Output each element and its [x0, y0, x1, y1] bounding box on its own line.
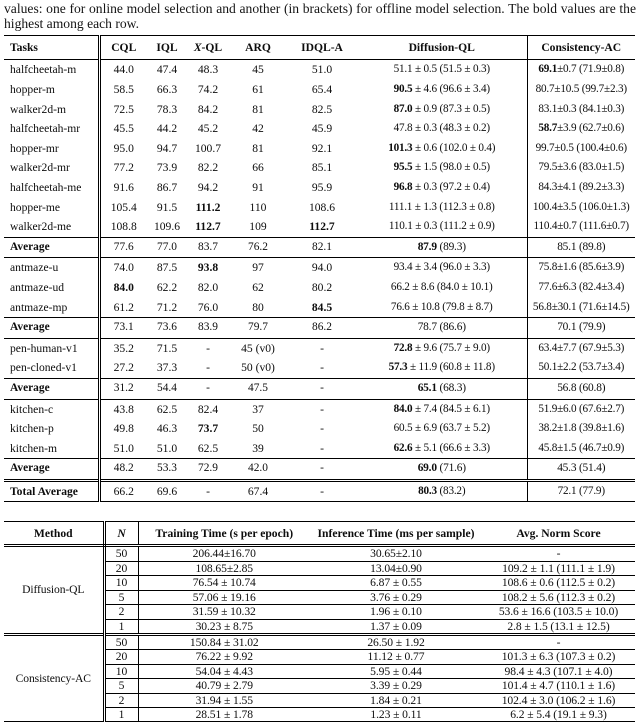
table-cell: 82.5: [311, 102, 333, 116]
table-cell: 57.3 ± 11.9 (60.8 ± 11.8): [357, 358, 527, 378]
table-cell: -: [187, 378, 229, 399]
table-cell: 1: [104, 707, 138, 721]
table-cell: 65.1 (68.3): [357, 378, 527, 399]
table-cell: 93.4 ± 3.4 (96.0 ± 3.3): [357, 258, 527, 278]
row-label: hopper-me: [4, 198, 99, 218]
table-cell: -: [187, 480, 229, 502]
table-cell: 2.8 ± 1.5 (13.1 ± 12.5): [482, 619, 635, 634]
table-cell: 62.2: [156, 280, 178, 294]
table-cell: 27.2: [113, 361, 134, 375]
method-label: Diffusion-QL: [4, 546, 104, 634]
table-cell: 101.4 ± 4.7 (110.1 ± 1.6): [482, 679, 635, 693]
row-label: antmaze-ud: [4, 278, 99, 298]
table-cell: 60.5 ± 6.9 (63.7 ± 5.2): [357, 419, 527, 439]
table-cell: 1.23 ± 0.11: [310, 707, 482, 721]
table-row: [4, 158, 635, 178]
table-cell: 94.2: [197, 180, 219, 194]
table-cell: 77.6: [99, 237, 147, 258]
table-cell: 47.4: [156, 63, 178, 77]
table-cell: -: [320, 402, 324, 416]
table-cell: 46.3: [156, 422, 178, 436]
table-cell: 50: [252, 422, 264, 436]
table-cell: 51.0: [113, 441, 134, 455]
table-cell: 51.9±6.0 (67.6±2.7): [538, 402, 625, 415]
column-header: IDQL-A: [287, 36, 357, 60]
table-cell: 38.2±1.8 (39.8±1.6): [538, 422, 625, 435]
table-cell: 87.5: [156, 261, 178, 275]
table-cell: 78.7 (86.6): [357, 318, 527, 339]
table-cell: 69.1±0.7 (71.9±0.8): [538, 63, 625, 76]
table-row: [4, 459, 635, 481]
table-cell: 71.5: [156, 341, 178, 355]
table-cell: 1: [104, 619, 138, 634]
table-cell: 31.59 ± 10.32: [138, 605, 310, 619]
table-row: [4, 318, 635, 339]
table-cell: 44.0: [113, 63, 134, 77]
row-label: kitchen-c: [4, 399, 99, 419]
table-row: [4, 119, 635, 139]
table-cell: -: [320, 361, 324, 375]
table-cell: 1.96 ± 0.10: [310, 605, 482, 619]
table-cell: -: [206, 361, 210, 375]
table-cell: 206.44±16.70: [192, 547, 256, 561]
table-cell: 80.7±10.5 (99.7±2.3): [535, 83, 627, 95]
table-cell: 11.12 ± 0.77: [310, 650, 482, 664]
table-cell: 70.1 (79.9): [527, 318, 635, 339]
table-cell: 51.0: [156, 441, 178, 455]
table-cell: 101.3 ± 0.6 (102.0 ± 0.4): [357, 139, 527, 159]
table-cell: 42: [252, 122, 264, 136]
table-cell: -: [556, 547, 561, 561]
table-cell: 87.9 (89.3): [357, 237, 527, 258]
table-cell: 5: [104, 590, 138, 604]
column-header: ARQ: [229, 36, 287, 60]
table-cell: 110.1 ± 0.3 (111.2 ± 0.9): [357, 217, 527, 237]
table-cell: 62: [252, 280, 264, 294]
table-cell: 82.0: [197, 280, 219, 294]
table-cell: 56.8±30.1 (71.6±14.5): [532, 300, 630, 313]
table-cell: 50: [104, 546, 138, 561]
table-row: [4, 399, 635, 419]
table-cell: 91.5: [156, 200, 178, 214]
table-cell: -: [482, 634, 635, 649]
table-cell: 73.9: [156, 161, 178, 175]
table-cell: 42.0: [229, 459, 287, 481]
table-cell: 77.0: [147, 237, 187, 258]
table-cell: 102.4 ± 3.0 (106.2 ± 1.6): [482, 693, 635, 707]
results-header-row: [4, 36, 635, 60]
table-cell: 37: [252, 402, 264, 416]
table-cell: 62.6 ± 5.1 (66.6 ± 3.3): [357, 439, 527, 459]
table-cell: 39: [252, 441, 264, 455]
row-label: Average: [4, 318, 99, 339]
row-label: halfcheetah-mr: [4, 119, 99, 139]
table-cell: 10: [104, 576, 138, 590]
table-cell: 112.7: [309, 220, 335, 234]
table-cell: 94.7: [156, 141, 178, 155]
table-cell: 6.87 ± 0.55: [310, 576, 482, 590]
table-cell: 61.2: [113, 300, 134, 314]
table-row: [4, 419, 635, 439]
table-cell: 35.2: [113, 341, 134, 355]
table-cell: 49.8: [113, 422, 134, 436]
table-cell: 96.8 ± 0.3 (97.2 ± 0.4): [357, 178, 527, 198]
table-row: [4, 139, 635, 159]
table-cell: 69.0 (71.6): [357, 459, 527, 481]
table-cell: 50: [104, 634, 138, 649]
table-cell: 45.9: [311, 122, 333, 136]
table-cell: 80.2: [311, 280, 333, 294]
table-cell: 84.3±4.1 (89.2±3.3): [538, 180, 625, 193]
table-row: [4, 378, 635, 399]
table-cell: 80.3 (83.2): [357, 480, 527, 502]
table-row: [4, 237, 635, 258]
table-cell: -: [206, 341, 210, 355]
column-header: IQL: [147, 36, 187, 60]
table-cell: -: [287, 480, 357, 502]
column-header: Inference Time (ms per sample): [310, 522, 482, 546]
table-cell: 76.0: [197, 300, 219, 314]
table-cell: 63.4±7.7 (67.9±5.3): [538, 341, 625, 354]
row-label: halfcheetah-m: [4, 60, 99, 80]
table-cell: 109.2 ± 1.1 (111.1 ± 1.9): [482, 561, 635, 575]
table-cell: -: [320, 441, 324, 455]
table-cell: -: [320, 341, 324, 355]
table-cell: 48.2: [99, 459, 147, 481]
column-header: Method: [4, 522, 104, 546]
table-cell: 95.5 ± 1.5 (98.0 ± 0.5): [357, 158, 527, 178]
table-cell: 78.3: [156, 102, 178, 116]
table-row: [4, 80, 635, 100]
table-cell: 79.7: [229, 318, 287, 339]
table-cell: 72.9: [187, 459, 229, 481]
table-cell: 45.2: [197, 122, 219, 136]
table-cell: 56.8 (60.8): [527, 378, 635, 399]
table-row: [4, 178, 635, 198]
table-cell: 6.2 ± 5.4 (19.1 ± 9.3): [482, 707, 635, 721]
table-cell: 83.7: [187, 237, 229, 258]
table-cell: 72.5: [113, 102, 134, 116]
table-cell: 111.1 ± 1.3 (112.3 ± 0.8): [357, 198, 527, 218]
table-cell: 28.51 ± 1.78: [138, 707, 310, 721]
table-row: [4, 198, 635, 218]
table-cell: 2: [104, 605, 138, 619]
column-header: Tasks: [4, 36, 99, 60]
table-cell: 72.1 (77.9): [527, 480, 635, 502]
table-cell: 98.4 ± 4.3 (107.1 ± 4.0): [482, 664, 635, 678]
table-cell: 65.4: [311, 83, 333, 96]
table-cell: 1.84 ± 0.21: [310, 693, 482, 707]
table-cell: 45.3 (51.4): [527, 459, 635, 481]
table-cell: 47.5: [229, 378, 287, 399]
table-cell: 5.95 ± 0.44: [310, 664, 482, 678]
method-label: Consistency-AC: [4, 634, 104, 721]
table-cell: 54.4: [147, 378, 187, 399]
table-cell: 53.6 ± 16.6 (103.5 ± 10.0): [482, 605, 635, 619]
table-cell: 66.2: [99, 480, 147, 502]
timing-header-row: [4, 522, 635, 546]
table-cell: 91: [252, 180, 264, 194]
table-cell: 74.2: [197, 83, 219, 96]
column-header: Diffusion-QL: [357, 36, 527, 60]
table-cell: 58.7±3.9 (62.7±0.6): [538, 122, 625, 135]
table-cell: 87.0 ± 0.9 (87.3 ± 0.5): [357, 100, 527, 120]
table-cell: 94.0: [311, 261, 333, 275]
table-cell: 48.3: [197, 63, 219, 77]
table-row: [4, 258, 635, 278]
table-cell: 99.7±0.5 (100.4±0.6): [535, 141, 627, 154]
table-cell: 77.2: [113, 161, 134, 175]
table-cell: 75.8±1.6 (85.6±3.9): [538, 261, 625, 274]
table-cell: 83.9: [187, 318, 229, 339]
table-cell: 69.6: [147, 480, 187, 502]
table-row: [4, 480, 635, 502]
table-cell: 43.8: [113, 402, 134, 416]
table-cell: 108.8: [110, 220, 137, 234]
table-cell: 109: [249, 220, 267, 234]
table-cell: 20: [104, 561, 138, 575]
table-cell: 45.5: [113, 122, 134, 136]
table-cell: 30.23 ± 8.75: [138, 619, 310, 634]
row-label: Average: [4, 237, 99, 258]
table-cell: 76.22 ± 9.92: [138, 650, 310, 664]
row-label: walker2d-m: [4, 100, 99, 120]
table-cell: 13.04±0.90: [310, 561, 482, 575]
table-cell: 57.06 ± 19.16: [138, 590, 310, 604]
table-cell: 45: [252, 63, 264, 77]
row-label: Total Average: [4, 480, 99, 502]
table-cell: 84.2: [197, 102, 219, 116]
table-cell: 97: [252, 261, 264, 275]
table-cell: -: [287, 459, 357, 481]
table-cell: 84.0: [113, 280, 134, 294]
table-cell: 61: [252, 83, 264, 96]
table-cell: 100.4±3.5 (106.0±1.3): [532, 200, 630, 213]
table-cell: 45 (v0): [241, 341, 275, 355]
table-cell: 66.3: [156, 83, 178, 96]
table-cell: 86.2: [287, 318, 357, 339]
table-cell: 110: [249, 200, 267, 214]
table-cell: 91.6: [113, 180, 134, 194]
table-cell: 3.39 ± 0.29: [310, 679, 482, 693]
table-cell: 92.1: [311, 141, 333, 155]
table-row: [4, 217, 635, 237]
column-header: CQL: [99, 36, 147, 60]
table-cell: 20: [104, 650, 138, 664]
table-cell: 30.65±2.10: [370, 547, 422, 561]
table-cell: 71.2: [156, 300, 178, 314]
table-row: [4, 100, 635, 120]
table-cell: 76.6 ± 10.8 (79.8 ± 8.7): [357, 298, 527, 318]
table-cell: 31.2: [99, 378, 147, 399]
table-cell: 73.1: [99, 318, 147, 339]
table-cell: 31.94 ± 1.55: [138, 693, 310, 707]
table-cell: 80: [252, 300, 264, 314]
table-cell: 105.4: [110, 200, 137, 214]
table-cell: 58.5: [113, 83, 134, 96]
table-row: [4, 358, 635, 378]
table-cell: 110.4±0.7 (111.6±0.7): [533, 220, 629, 233]
table-cell: 51.1 ± 0.5 (51.5 ± 0.3): [357, 60, 527, 80]
table-cell: 77.6±6.3 (82.4±3.4): [538, 280, 625, 293]
table-cell: 95.0: [113, 141, 134, 155]
table-cell: 85.1 (89.8): [527, 237, 635, 258]
table-cell: 45.8±1.5 (46.7±0.9): [538, 441, 625, 454]
table-cell: 95.9: [311, 180, 333, 194]
table-row: [4, 338, 635, 358]
table-cell: 79.5±3.6 (83.0±1.5): [538, 161, 625, 174]
table-cell: 66: [252, 161, 264, 175]
table-cell: 62.5: [197, 441, 219, 455]
table-cell: 81: [252, 141, 264, 155]
table-row: [4, 298, 635, 318]
row-label: walker2d-mr: [4, 158, 99, 178]
table-cell: 84.0 ± 7.4 (84.5 ± 6.1): [357, 399, 527, 419]
row-label: hopper-m: [4, 80, 99, 100]
table-cell: 84.5: [311, 300, 333, 314]
table-cell: 51.0: [311, 63, 333, 77]
row-label: walker2d-me: [4, 217, 99, 237]
table-cell: 81: [252, 102, 264, 116]
table-cell: 53.3: [147, 459, 187, 481]
table-cell: 40.79 ± 2.79: [138, 679, 310, 693]
row-label: pen-human-v1: [4, 338, 99, 358]
table-cell: 109.6: [153, 220, 181, 234]
row-label: kitchen-m: [4, 439, 99, 459]
table-row: [4, 439, 635, 459]
table-cell: 86.7: [156, 180, 178, 194]
row-label: antmaze-mp: [4, 298, 99, 318]
table-cell: 44.2: [156, 122, 178, 136]
row-label: antmaze-u: [4, 258, 99, 278]
table-cell: -: [320, 422, 324, 436]
table-cell: 74.0: [113, 261, 134, 275]
table-cell: 101.3 ± 6.3 (107.3 ± 0.2): [482, 650, 635, 664]
table-cell: 108.2 ± 5.6 (112.3 ± 0.2): [482, 590, 635, 604]
table-row: [4, 60, 635, 80]
table-cell: 82.2: [197, 161, 219, 175]
column-header: Training Time (s per epoch): [138, 522, 310, 546]
table-cell: 85.1: [311, 161, 333, 175]
table-cell: 62.5: [156, 402, 178, 416]
table-cell: 26.50 ± 1.92: [310, 634, 482, 649]
table-cell: 73.6: [147, 318, 187, 339]
table-cell: -: [287, 378, 357, 399]
table-cell: 76.54 ± 10.74: [138, 576, 310, 590]
table-cell: 66.2 ± 8.6 (84.0 ± 10.1): [357, 278, 527, 298]
column-header: X-QL: [187, 36, 229, 60]
table-cell: 82.4: [197, 402, 219, 416]
table-cell: 111.2: [195, 200, 221, 214]
row-label: halfcheetah-me: [4, 178, 99, 198]
table-cell: 73.7: [197, 422, 219, 436]
table-row: [4, 278, 635, 298]
table-cell: 1.37 ± 0.09: [310, 619, 482, 634]
table-cell: 76.2: [229, 237, 287, 258]
row-label: kitchen-p: [4, 419, 99, 439]
table-cell: 72.8 ± 9.6 (75.7 ± 9.0): [357, 338, 527, 358]
column-header: Consistency-AC: [527, 36, 635, 60]
table-cell: 50 (v0): [241, 361, 275, 375]
table-cell: 82.1: [287, 237, 357, 258]
table-cell: 100.7: [194, 141, 222, 155]
column-header: Avg. Norm Score: [482, 522, 635, 546]
row-label: Average: [4, 378, 99, 399]
table-cell: 47.8 ± 0.3 (48.3 ± 0.2): [357, 119, 527, 139]
table-row: [4, 634, 635, 649]
table-cell: 2: [104, 693, 138, 707]
table-cell: 93.8: [197, 261, 219, 275]
table-cell: 67.4: [229, 480, 287, 502]
timing-table: [4, 521, 635, 722]
table-cell: 150.84 ± 31.02: [138, 634, 310, 649]
table-cell: 5: [104, 679, 138, 693]
table-cell: 112.7: [195, 220, 221, 234]
table-cell: 108.6: [308, 200, 336, 214]
row-label: pen-cloned-v1: [4, 358, 99, 378]
table-cell: 108.65±2.85: [138, 561, 310, 575]
table-row: [4, 546, 635, 561]
table-cell: 50.1±2.2 (53.7±3.4): [538, 361, 625, 374]
row-label: Average: [4, 459, 99, 481]
table-cell: 10: [104, 664, 138, 678]
row-label: hopper-mr: [4, 139, 99, 159]
table-cell: 3.76 ± 0.29: [310, 590, 482, 604]
caption-text: values: one for online model selection and another (in brackets) for offline model selection. The bold values are the highest among each row.: [4, 1, 636, 32]
results-table: [4, 35, 635, 502]
table-cell: 83.1±0.3 (84.1±0.3): [538, 102, 625, 115]
table-cell: 108.6 ± 0.6 (112.5 ± 0.2): [482, 576, 635, 590]
table-cell: 37.3: [156, 361, 178, 375]
table-cell: 90.5 ± 4.6 (96.6 ± 3.4): [357, 80, 527, 100]
column-header: N: [104, 522, 138, 546]
table-cell: 54.04 ± 4.43: [138, 664, 310, 678]
